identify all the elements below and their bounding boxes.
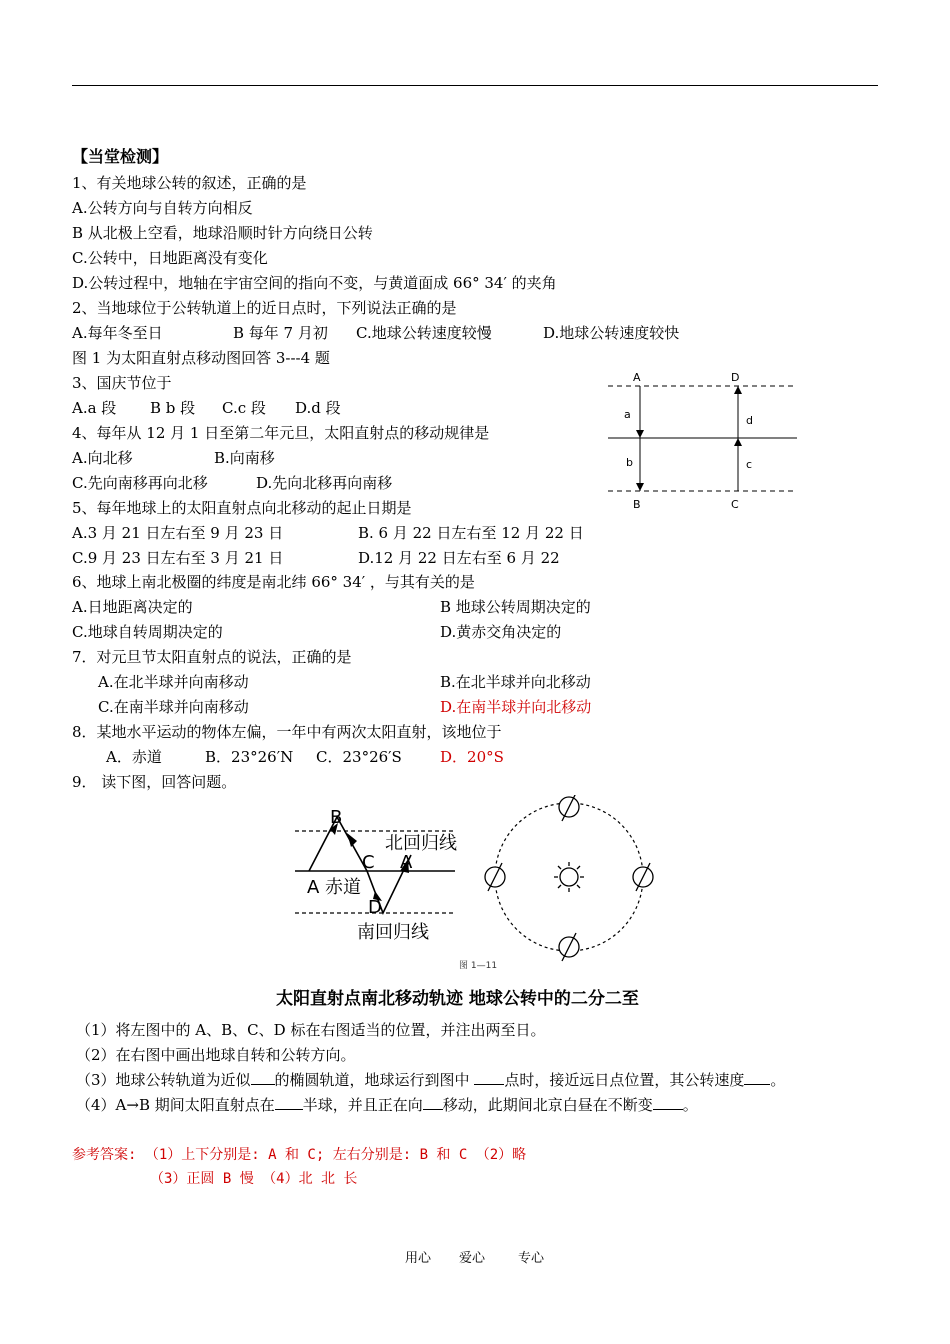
fig1-label-D: D	[731, 371, 740, 384]
fig1-label-A: A	[633, 371, 641, 384]
q1-stem: 1、有关地球公转的叙述，正确的是	[72, 174, 307, 192]
q7-option-b: B.在北半球并向北移动	[440, 673, 591, 691]
q8-option-c: C．23°26′S	[316, 748, 402, 766]
q1-option-d: D.公转过程中，地轴在宇宙空间的指向不变，与黄道面成 66° 34′ 的夹角	[72, 274, 557, 292]
q2-option-c: C.地球公转速度较慢	[356, 324, 492, 342]
q7-option-d: D.在南半球并向北移动	[440, 698, 592, 716]
q3-option-d: D.d 段	[295, 399, 341, 417]
answer-line-1: 参考答案: （1）上下分别是: A 和 C; 左右分别是: B 和 C （2）略	[72, 1147, 527, 1163]
q4-stem: 4、每年从 12 月 1 日至第二年元旦，太阳直射点的移动规律是	[72, 424, 490, 442]
q4-option-b: B.向南移	[214, 449, 275, 467]
q4-option-d: D.先向北移再向南移	[256, 474, 393, 492]
sub-question-2: （2）在右图中画出地球自转和公转方向。	[76, 1046, 356, 1064]
q8-option-b: B．23°26′N	[205, 748, 294, 766]
answer-line-2: （3）正圆 B 慢 （4）北 北 长	[150, 1171, 358, 1187]
q8-stem: 8．某地水平运动的物体左偏，一年中有两次太阳直射，该地位于	[72, 723, 502, 741]
q2-option-a: A.每年冬至日	[72, 324, 163, 342]
q5-option-c: C.9 月 23 日左右至 3 月 21 日	[72, 549, 284, 567]
blank-3-2[interactable]	[474, 1070, 504, 1085]
q3-stem: 3、国庆节位于	[72, 374, 172, 392]
q7-stem: 7．对元旦节太阳直射点的说法，正确的是	[72, 648, 352, 666]
q2-option-b: B 每年 7 月初	[233, 324, 328, 342]
q5-stem: 5、每年地球上的太阳直射点向北移动的起止日期是	[72, 499, 412, 517]
q2-option-d: D.地球公转速度较快	[543, 324, 680, 342]
sun-icon	[554, 862, 584, 892]
sub-question-4: （4）A→B 期间太阳直射点在 半球，并且正在向 移动，此期间北京白昼在不断变 。	[76, 1096, 698, 1114]
q5-option-d: D.12 月 22 日左右至 6 月 22	[358, 549, 560, 567]
q7-option-a: A.在北半球并向南移动	[98, 673, 249, 691]
q7-option-c: C.在南半球并向南移动	[98, 698, 249, 716]
fig1-label-b: b	[626, 456, 633, 469]
q1-option-c: C.公转中，日地距离没有变化	[72, 249, 268, 267]
q5-option-b: B. 6 月 22 日左右至 12 月 22 日	[358, 524, 584, 542]
fig1-label-d: d	[746, 414, 753, 427]
earth-top-icon	[559, 795, 579, 821]
q3-option-b: B b 段	[150, 399, 196, 417]
q2-stem: 2、当地球位于公转轨道上的近日点时，下列说法正确的是	[72, 299, 457, 317]
earth-left-icon	[485, 863, 505, 891]
earth-bottom-icon	[559, 933, 579, 961]
q1-option-b: B 从北极上空看，地球沿顺时针方向绕日公转	[72, 224, 373, 242]
header-rule	[72, 85, 878, 86]
footer-text-1: 用心	[405, 1251, 432, 1266]
fig2-label-B: B	[330, 807, 343, 828]
q4-option-a: A.向北移	[72, 449, 133, 467]
q6-stem: 6、地球上南北极圈的纬度是南北纬 66° 34′ ，与其有关的是	[72, 573, 475, 591]
fig1-label-B: B	[633, 498, 641, 511]
q1-option-a: A.公转方向与自转方向相反	[72, 199, 253, 217]
blank-3-3[interactable]	[744, 1070, 770, 1085]
q6-option-b: B 地球公转周期决定的	[440, 598, 591, 616]
q3-option-a: A.a 段	[72, 399, 117, 417]
fig1-label-a: a	[624, 408, 631, 421]
section-title: 【当堂检测】	[72, 147, 169, 166]
fig2-north-tropic: 北回归线	[385, 833, 457, 854]
footer-text-3: 专心	[518, 1251, 545, 1266]
q9-stem: 9． 读下图，回答问题。	[72, 773, 237, 791]
blank-4-3[interactable]	[653, 1095, 683, 1110]
q6-option-c: C.地球自转周期决定的	[72, 623, 223, 641]
sub-question-1: （1）将左图中的 A、B、C、D 标在右图适当的位置，并注出两至日。	[76, 1021, 546, 1039]
fig2-diagram	[285, 795, 685, 980]
sub-question-3: （3）地球公转轨道为近似 的椭圆轨道，地球运行到图中 点时，接近远日点位置，其公转速度 。	[76, 1071, 786, 1089]
blank-4-1[interactable]	[275, 1095, 303, 1110]
q4-option-c: C.先向南移再向北移	[72, 474, 208, 492]
fig2-equator: A 赤道	[307, 877, 362, 898]
q6-option-d: D.黄赤交角决定的	[440, 623, 562, 641]
footer-text-2: 爱心	[459, 1251, 486, 1266]
fig1-intro: 图 1 为太阳直射点移动图回答 3---4 题	[72, 349, 330, 367]
fig2-caption: 太阳直射点南北移动轨迹 地球公转中的二分二至	[276, 989, 639, 1009]
q5-option-a: A.3 月 21 日左右至 9 月 23 日	[72, 524, 284, 542]
fig2-fig-no: 图 1—11	[459, 961, 498, 971]
fig1-label-c: c	[746, 458, 753, 471]
fig2-south-tropic: 南回归线	[357, 922, 429, 943]
q8-option-d: D．20°S	[440, 748, 504, 766]
orbit-ellipse	[495, 803, 643, 951]
fig1-label-C: C	[731, 498, 739, 511]
earth-right-icon	[633, 863, 653, 891]
q8-option-a: A．赤道	[106, 748, 162, 766]
q3-option-c: C.c 段	[222, 399, 266, 417]
q6-option-a: A.日地距离决定的	[72, 598, 193, 616]
blank-3-1[interactable]	[251, 1070, 275, 1085]
fig2-label-C: C	[362, 852, 375, 873]
fig2-label-D: D	[368, 897, 382, 918]
fig1-diagram	[600, 366, 805, 516]
blank-4-2[interactable]	[423, 1095, 443, 1110]
fig2-label-A: A	[400, 852, 413, 873]
